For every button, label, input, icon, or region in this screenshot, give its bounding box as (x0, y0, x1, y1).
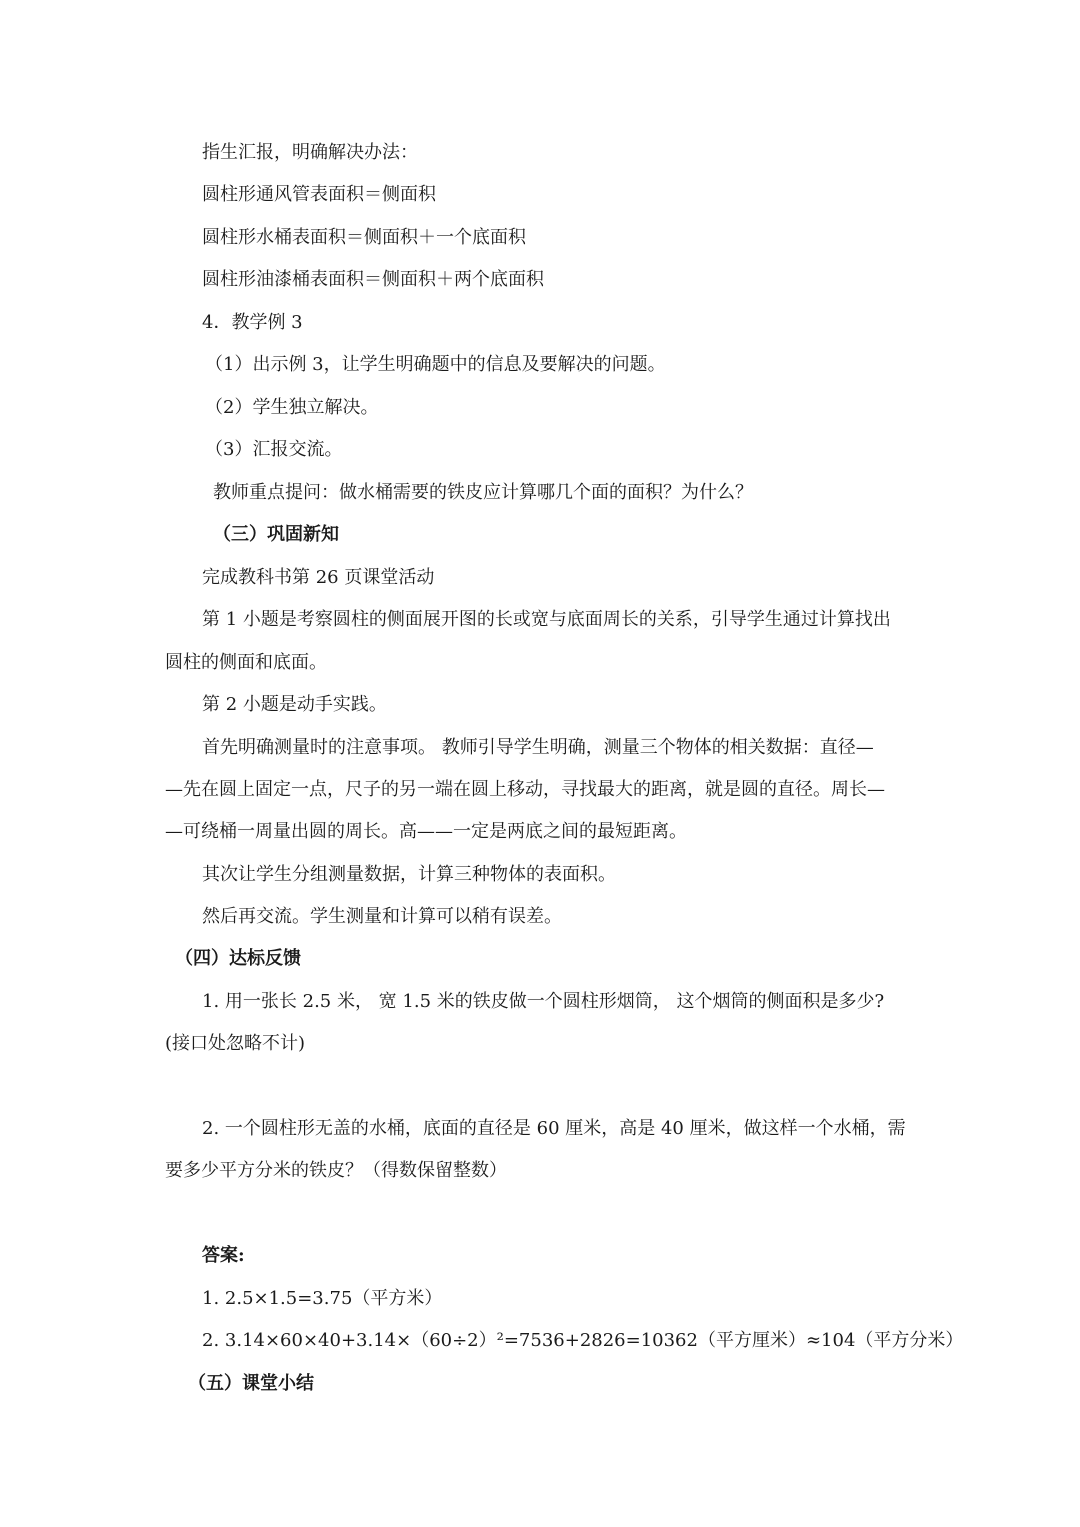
exercise-1-line1: 1. 用一张长 2.5 米， 宽 1.5 米的铁皮做一个圆柱形烟筒， 这个烟筒的侧面积是多少? (202, 991, 885, 1012)
formula-paint-bucket: 圆柱形油漆桶表面积＝侧面积＋两个底面积 (202, 269, 544, 290)
answer-heading: 答案: (202, 1245, 245, 1266)
paragraph-group: 其次让学生分组测量数据，计算三种物体的表面积。 (202, 864, 616, 885)
paragraph-question2: 第 2 小题是动手实践。 (202, 694, 387, 715)
step-3: （3）汇报交流。 (205, 439, 343, 460)
paragraph-question1-line1: 第 1 小题是考察圆柱的侧面展开图的长或宽与底面周长的关系，引导学生通过计算找出 (202, 609, 891, 630)
teacher-question: 教师重点提问：做水桶需要的铁皮应计算哪几个面的面积？为什么？ (213, 482, 753, 503)
section-heading-summary: （五）课堂小结 (188, 1373, 314, 1394)
exercise-1-line2: (接口处忽略不计) (165, 1033, 306, 1054)
step-2: （2）学生独立解决。 (205, 397, 379, 418)
formula-pipe: 圆柱形通风管表面积＝侧面积 (202, 184, 436, 205)
paragraph-measure-line3: —可绕桶一周量出圆的周长。高——一定是两底之间的最短距离。 (165, 821, 687, 842)
paragraph-question1-line2: 圆柱的侧面和底面。 (165, 652, 327, 673)
paragraph-measure-line2: —先在圆上固定一点，尺子的另一端在圆上移动，寻找最大的距离，就是圆的直径。周长— (165, 779, 885, 800)
paragraph-measure-line1: 首先明确测量时的注意事项。 教师引导学生明确，测量三个物体的相关数据：直径— (202, 737, 874, 758)
paragraph-report: 指生汇报，明确解决办法： (202, 142, 418, 163)
answer-1: 1. 2.5×1.5=3.75（平方米） (202, 1288, 443, 1309)
paragraph-exchange: 然后再交流。学生测量和计算可以稍有误差。 (202, 906, 562, 927)
paragraph-textbook: 完成教科书第 26 页课堂活动 (202, 567, 435, 588)
exercise-2-line1: 2. 一个圆柱形无盖的水桶，底面的直径是 60 厘米，高是 40 厘米，做这样一个水桶，需 (202, 1118, 906, 1139)
section-heading-consolidate: （三）巩固新知 (213, 524, 339, 545)
answer-2: 2. 3.14×60×40+3.14×（60÷2）²=7536+2826=10362（平方厘米）≈104（平方分米） (202, 1330, 964, 1351)
heading-example-3: 4．教学例 3 (202, 312, 303, 333)
section-heading-feedback: （四）达标反馈 (175, 948, 301, 969)
step-1: （1）出示例 3，让学生明确题中的信息及要解决的问题。 (205, 354, 666, 375)
exercise-2-line2: 要多少平方分米的铁皮？（得数保留整数） (165, 1160, 507, 1181)
formula-bucket: 圆柱形水桶表面积＝侧面积＋一个底面积 (202, 227, 526, 248)
